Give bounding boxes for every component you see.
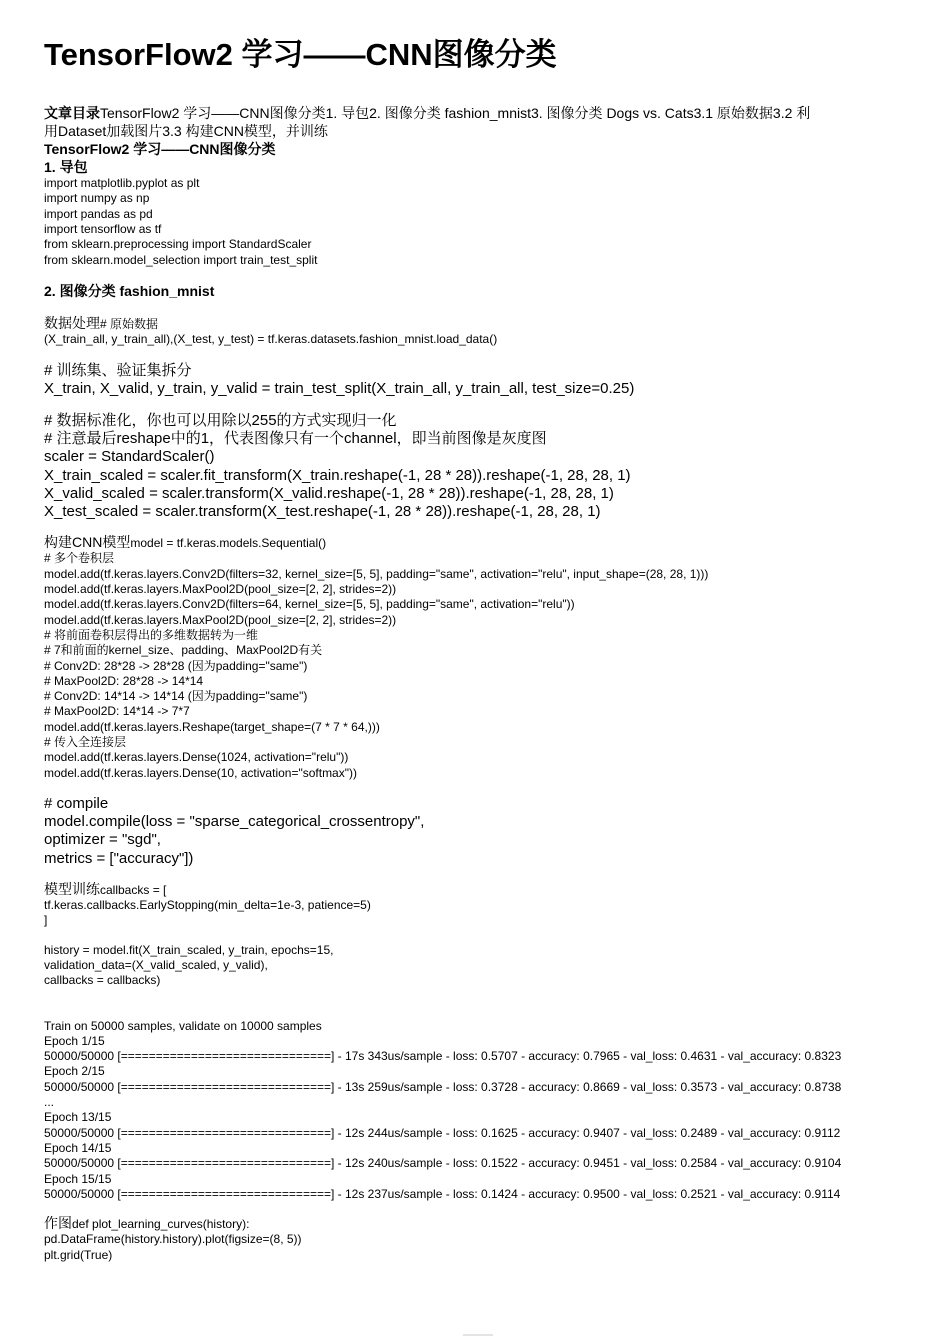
- code-line: from sklearn.preprocessing import StandardScaler: [44, 237, 312, 252]
- log-line: 50000/50000 [==============================] - 12s 244us/sample - loss: 0.1625 - accuracy: 0.9407 - val_loss: 0.2489 - val_accuracy: 0.9112: [44, 1125, 841, 1140]
- code-line: # 数据标准化，你也可以用除以255的方式实现归一化: [44, 411, 397, 429]
- code-line: import matplotlib.pyplot as plt: [44, 176, 200, 191]
- code-line: # MaxPool2D: 28*28 -> 14*14: [44, 673, 204, 688]
- code-line: import numpy as np: [44, 191, 150, 206]
- code-line: # MaxPool2D: 14*14 -> 7*7: [44, 704, 190, 719]
- training-log: [44, 1019, 904, 1203]
- code-line: (X_train_all, y_train_all),(X_test, y_test) = tf.keras.datasets.fashion_mnist.load_data(): [44, 332, 498, 347]
- data-processing-heading: 数据处理: [44, 314, 100, 331]
- code-line: optimizer = "sgd",: [44, 831, 161, 849]
- code-line: model = tf.keras.models.Sequential(): [130, 536, 327, 551]
- code-line: plt.grid(True): [44, 1247, 113, 1262]
- log-line: 50000/50000 [==============================] - 13s 259us/sample - loss: 0.3728 - accuracy: 0.8669 - val_loss: 0.3573 - val_accuracy: 0.8738: [44, 1079, 842, 1094]
- log-line: Epoch 15/15: [44, 1171, 112, 1186]
- code-line: callbacks = callbacks): [44, 973, 161, 988]
- code-line: # 多个卷积层: [44, 551, 115, 566]
- code-line: # 7和前面的kernel_size、padding、MaxPool2D有关: [44, 643, 323, 658]
- section-2-heading: 2. 图像分类 fashion_mnist: [44, 282, 215, 299]
- table-of-contents: [44, 104, 904, 140]
- code-line: # 训练集、验证集拆分: [44, 361, 192, 379]
- code-line: model.add(tf.keras.layers.Conv2D(filters=64, kernel_size=[5, 5], padding="same", activation="relu")): [44, 597, 575, 612]
- toc-line-1: TensorFlow2 学习——CNN图像分类1. 导包2. 图像分类 fashion_mnist3. 图像分类 Dogs vs. Cats3.1 原始数据3.2 利: [100, 105, 811, 122]
- code-line: # 注意最后reshape中的1，代表图像只有一个channel，即当前图像是灰度图: [44, 430, 547, 448]
- code-line: model.add(tf.keras.layers.Reshape(target_shape=(7 * 7 * 64,))): [44, 719, 380, 734]
- section-subtitle: TensorFlow2 学习——CNN图像分类: [44, 141, 276, 158]
- code-line: tf.keras.callbacks.EarlyStopping(min_delta=1e-3, patience=5): [44, 898, 371, 913]
- code-line: # Conv2D: 14*14 -> 14*14 (因为padding="same"): [44, 689, 308, 704]
- code-line: X_test_scaled = scaler.transform(X_test.reshape(-1, 28 * 28)).reshape(-1, 28, 28, 1): [44, 502, 601, 520]
- code-line: model.add(tf.keras.layers.MaxPool2D(pool_size=[2, 2], strides=2)): [44, 612, 397, 627]
- log-line: Train on 50000 samples, validate on 10000 samples: [44, 1018, 322, 1033]
- section-1-heading: 1. 导包: [44, 159, 88, 176]
- code-line: ]: [44, 913, 48, 928]
- code-line: X_train, X_valid, y_train, y_valid = train_test_split(X_train_all, y_train_all, test_size=0.25): [44, 379, 635, 397]
- training-heading: 模型训练: [44, 880, 100, 897]
- plot-line: [44, 1216, 904, 1232]
- code-line: # 原始数据: [100, 316, 159, 331]
- code-line: # compile: [44, 794, 109, 812]
- code-line: model.add(tf.keras.layers.Conv2D(filters=32, kernel_size=[5, 5], padding="same", activation="relu", input_shape=(28, 28, 1))): [44, 566, 709, 581]
- import-code-block: [44, 176, 904, 268]
- toc-line-2: 用Dataset加载图片3.3 构建CNN模型，并训练: [44, 123, 328, 140]
- code-line: model.compile(loss = "sparse_categorical_crossentropy",: [44, 813, 425, 831]
- log-line: 50000/50000 [==============================] - 17s 343us/sample - loss: 0.5707 - accuracy: 0.7965 - val_loss: 0.4631 - val_accuracy: 0.8323: [44, 1049, 842, 1064]
- document-page: [44, 36, 904, 1263]
- code-line: import tensorflow as tf: [44, 222, 162, 237]
- log-line: 50000/50000 [==============================] - 12s 237us/sample - loss: 0.1424 - accuracy: 0.9500 - val_loss: 0.2521 - val_accuracy: 0.9114: [44, 1186, 841, 1201]
- code-line: metrics = ["accuracy"]): [44, 849, 194, 867]
- code-line: history = model.fit(X_train_scaled, y_train, epochs=15,: [44, 942, 334, 957]
- training-line: [44, 882, 904, 898]
- model-build-line: [44, 535, 904, 551]
- log-line: 50000/50000 [==============================] - 12s 240us/sample - loss: 0.1522 - accuracy: 0.9451 - val_loss: 0.2584 - val_accuracy: 0.9104: [44, 1156, 842, 1171]
- code-line: # 传入全连接层: [44, 735, 127, 750]
- code-line: validation_data=(X_valid_scaled, y_valid),: [44, 957, 268, 972]
- model-code-block: [44, 551, 904, 780]
- code-line: scaler = StandardScaler(): [44, 448, 215, 466]
- plot-heading: 作图: [44, 1215, 72, 1232]
- code-line: model.add(tf.keras.layers.Dense(1024, activation="relu")): [44, 750, 349, 765]
- data-processing-line: [44, 316, 904, 332]
- code-line: import pandas as pd: [44, 206, 153, 221]
- log-line: Epoch 2/15: [44, 1064, 105, 1079]
- log-line: Epoch 1/15: [44, 1033, 105, 1048]
- log-line: Epoch 13/15: [44, 1110, 112, 1125]
- log-line: ...: [44, 1095, 55, 1110]
- code-line: # Conv2D: 28*28 -> 28*28 (因为padding="same"): [44, 658, 308, 673]
- model-build-heading: 构建CNN模型: [44, 534, 131, 551]
- code-line: def plot_learning_curves(history):: [72, 1217, 250, 1232]
- code-line: X_valid_scaled = scaler.transform(X_valid.reshape(-1, 28 * 28)).reshape(-1, 28, 28, 1): [44, 484, 614, 502]
- code-line: X_train_scaled = scaler.fit_transform(X_train.reshape(-1, 28 * 28)).reshape(-1, 28, 28, 1): [44, 466, 631, 484]
- log-line: Epoch 14/15: [44, 1140, 112, 1155]
- code-line: # 将前面卷积层得出的多维数据转为一维: [44, 627, 259, 642]
- code-line: pd.DataFrame(history.history).plot(figsize=(8, 5)): [44, 1232, 302, 1247]
- code-line: callbacks = [: [100, 882, 167, 897]
- document-title: TensorFlow2 学习——CNN图像分类: [44, 37, 557, 72]
- code-line: model.add(tf.keras.layers.MaxPool2D(pool_size=[2, 2], strides=2)): [44, 582, 397, 597]
- toc-lead: 文章目录: [44, 105, 100, 122]
- code-line: from sklearn.model_selection import train_test_split: [44, 252, 318, 267]
- code-line: model.add(tf.keras.layers.Dense(10, activation="softmax")): [44, 765, 357, 780]
